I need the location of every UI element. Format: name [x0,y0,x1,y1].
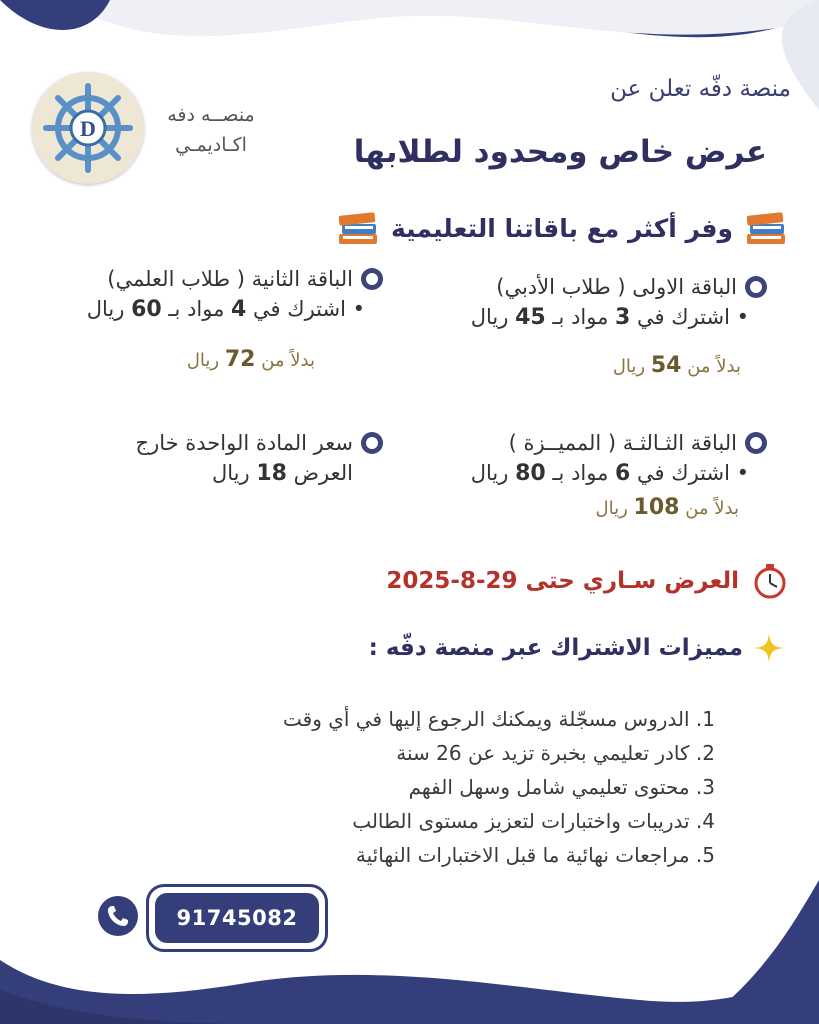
phone-number: 91745082 [155,893,319,943]
features-title: مميزات الاشتراك عبر منصة دفّه : [368,635,743,661]
phone-icon[interactable] [98,896,138,936]
single-subject-line1: سعر المادة الواحدة خارج [135,431,353,455]
save-more-label: وفر أكثر مع باقاتنا التعليمية [390,213,733,243]
list-item: 2. كادر تعليمي بخبرة تزيد عن 26 سنة [396,741,715,765]
package-price: 80 [515,461,546,486]
subject-count: 4 [231,297,247,322]
subject-count: 3 [615,305,631,330]
package-title: الباقة الثـالثـة ( المميــزة ) [508,431,737,455]
package-price: 45 [515,305,546,330]
save-more-line [335,208,789,248]
original-price: بدلاً من 72 ريال [186,347,315,372]
package-literary [471,272,767,382]
timer-icon [751,562,789,600]
features-heading [369,632,785,664]
academy-name-line1: منصــه دفه [167,104,255,126]
package-title: الباقة الثانية ( طلاب العلمي) [107,267,353,291]
books-icon [335,208,381,248]
package-premium [471,428,767,524]
list-item: 3. محتوى تعليمي شامل وسهل الفهم [408,775,715,799]
phone-number-button[interactable] [146,884,328,952]
single-subject-price-value: 18 [256,461,287,486]
deadline-text: العرض سـاري حتى 29-8-2025 [386,568,739,594]
package-scientific [87,264,383,376]
original-price: بدلاً من 54 ريال [612,353,741,378]
package-title: الباقة الاولى ( طلاب الأدبي) [496,275,737,299]
academy-logo [32,72,144,184]
chevron-circle-icon [745,432,767,454]
ship-wheel-icon [32,72,144,184]
offer-deadline [386,562,789,600]
offer-headline: عرض خاص ومحدود لطلابها [353,134,767,170]
features-list [283,702,715,872]
package-price: 60 [131,297,162,322]
subject-count: 6 [615,461,631,486]
package-offer: • اشترك في 6 مواد بـ 80 ريال [470,461,749,486]
chevron-circle-icon [745,276,767,298]
package-offer: • اشترك في 4 مواد بـ 60 ريال [86,297,365,322]
list-item: 5. مراجعات نهائية ما قبل الاختبارات النهائية [355,843,715,867]
books-icon [743,208,789,248]
original-price: بدلاً من 108 ريال [595,495,739,520]
svg-text:D: D [80,116,96,141]
announcement-text: منصة دفّه تعلن عن [610,76,791,102]
chevron-circle-icon [361,432,383,454]
chevron-circle-icon [361,268,383,290]
package-offer: • اشترك في 3 مواد بـ 45 ريال [470,305,749,330]
list-item: 4. تدريبات واختبارات لتعزيز مستوى الطالب [352,809,715,833]
single-subject-price [136,428,383,489]
single-subject-line2: العرض 18 ريال [212,461,353,486]
sparkle-icon [753,632,785,664]
academy-name [156,100,266,160]
list-item: 1. الدروس مسجّلة ويمكنك الرجوع إليها في أي وقت [283,707,715,731]
academy-name-line2: اكـاديمـي [175,134,247,156]
